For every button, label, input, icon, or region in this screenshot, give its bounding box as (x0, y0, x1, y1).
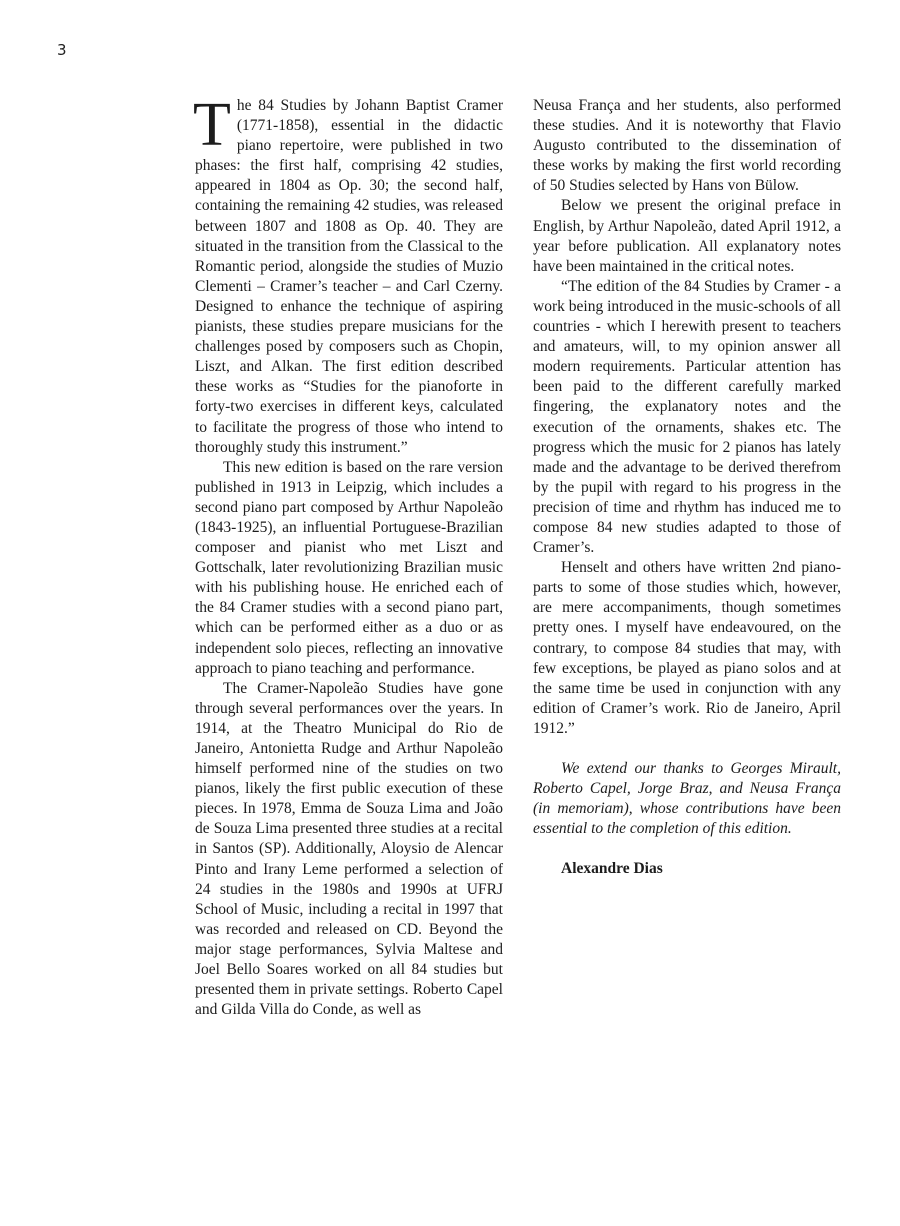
page-number: 3 (57, 41, 67, 59)
author-signature: Alexandre Dias (561, 860, 663, 878)
performances-paragraph: The Cramer-Napoleão Studies have gone through several performances over the years. In 1914, at the Theatro Municipal do Rio de Janeiro, Antonietta Rudge and Arthur Napoleão himself performed nine of the studies on two pianos, likely the first public execution of these pieces. In 1978, Emma de Souza Lima and João de Souza Lima presented three studies at a recital in Santos (SP). Additionally, Aloysio de Alencar Pinto and Irany Leme performed a selection of 24 studies in the 1980s and 1990s at UFRJ School of Music, including a recital in 1997 that was recorded and released on CD. Beyond the major stage performances, Sylvia Maltese and Joel Bello Soares worked on all 84 studies but presented them in private settings. Roberto Capel and Gilda Villa do Conde, as well as (195, 679, 503, 1019)
preface-quote-paragraph-2: Henselt and others have written 2nd piano-parts to some of those studies which, however, are mere accompaniments, though sometimes pretty ones. I myself have endeavoured, on the contrary, to compose 84 studies that may, with few exceptions, be played as piano solos and at the same time be used in conjunction with any edition of Cramer’s work. Rio de Janeiro, April 1912.” (533, 559, 841, 737)
intro-paragraph (193, 91, 503, 458)
preface-quote-paragraph-1: “The edition of the 84 Studies by Cramer - a work being introduced in the music-schools of all countries - which I herewith present to teachers and amateurs, will, to my opinion answer all modern requirements. Particular attention has been paid to the different carefully marked fingering, the explanatory notes and the execution of the ornaments, shakes etc. The progress which the music for 2 pianos has lately made and the advantage to be derived therefrom by the pupil with regard to his progress in the precision of time and rhythm has induced me to compose 84 new studies adapted to those of Cramer’s. (533, 277, 841, 557)
right-column (533, 96, 841, 879)
performances-paragraph-continued: Neusa França and her students, also performed these studies. And it is noteworthy that Flavio Augusto contributed to the dissemination of these works by making the first world recording of 50 Studies selected by Hans von Bülow. (533, 97, 841, 195)
edition-paragraph: This new edition is based on the rare version published in 1913 in Leipzig, which includes a second piano part composed by Arthur Napoleão (1843-1925), an influential Portuguese-Brazilian composer and pianist who met Liszt and Gottschalk, later revolutionizing Brazilian music with his publishing house. He enriched each of the 84 Cramer studies with a second piano part, which can be performed either as a duo or as independent solo pieces, reflecting an innovative approach to piano teaching and performance. (195, 458, 503, 677)
drop-cap: T (193, 91, 231, 159)
acknowledgements: We extend our thanks to Georges Mirault, Roberto Capel, Jorge Braz, and Neusa França (in memoriam), whose contributions have been essential to the completion of this edition. (533, 760, 841, 838)
left-column (193, 91, 503, 1020)
preface-intro-paragraph: Below we present the original preface in English, by Arthur Napoleão, dated April 1912, a year before publication. All explanatory notes have been maintained in the critical notes. (533, 197, 841, 275)
intro-paragraph-text: he 84 Studies by Johann Baptist Cramer (1771-1858), essential in the didactic piano repertoire, were published in two phases: the first half, comprising 42 studies, appeared in 1804 as Op. 30; the second half, containing the remaining 42 studies, was released between 1807 and 1808 as Op. 40. They are situated in the transition from the Classical to the Romantic period, alongside the studies of Muzio Clementi – Cramer’s teacher – and Carl Czerny. Designed to enhance the technique of aspiring pianists, these studies prepare musicians for the challenges posed by composers such as Chopin, Liszt, and Alkan. The first edition described these works as “Studies for the pianoforte in forty-two exercises in different keys, calculated to facilitate the progress of those who intend to thoroughly study this instrument.” (195, 97, 503, 456)
